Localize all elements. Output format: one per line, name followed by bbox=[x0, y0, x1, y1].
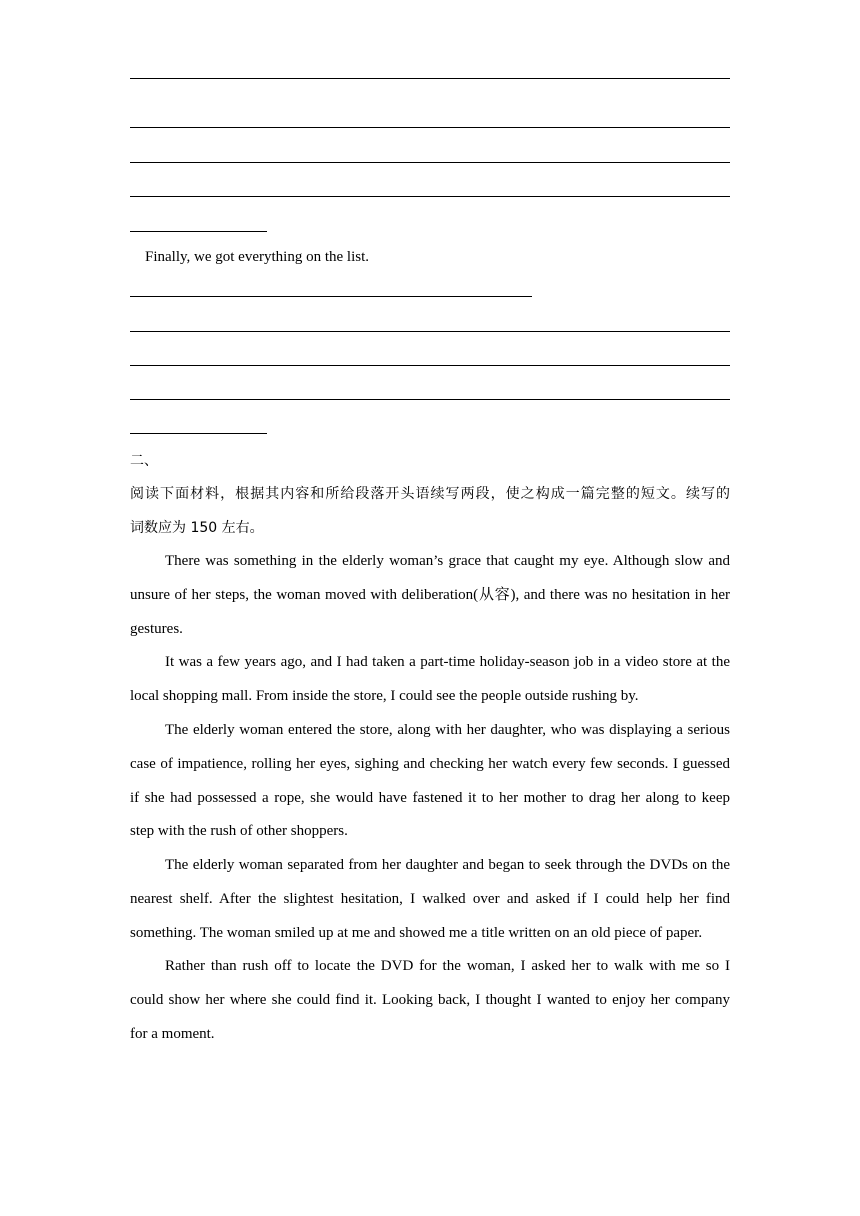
writing-line[interactable] bbox=[130, 78, 730, 79]
passage-line: if she had possessed a rope, she would have fastened it to her mother to drag her along to keep bbox=[130, 790, 730, 806]
passage-line: for a moment. bbox=[130, 1026, 215, 1042]
instructions-line-1: 阅读下面材料，根据其内容和所给段落开头语续写两段，使之构成一篇完整的短文。续写的 bbox=[130, 486, 730, 502]
writing-line[interactable] bbox=[130, 331, 730, 332]
passage-line: unsure of her steps, the woman moved with deliberation(从容), and there was no hesitation in her bbox=[130, 587, 730, 603]
writing-line[interactable] bbox=[130, 365, 730, 366]
passage-line: nearest shelf. After the slightest hesitation, I walked over and asked if I could help her find bbox=[130, 891, 730, 907]
writing-line[interactable] bbox=[130, 162, 730, 163]
passage-line: There was something in the elderly woman’s grace that caught my eye. Although slow and bbox=[165, 553, 730, 569]
passage-line: could show her where she could find it. Looking back, I thought I wanted to enjoy her company bbox=[130, 992, 730, 1008]
passage-line: It was a few years ago, and I had taken a part-time holiday-season job in a video store at the bbox=[165, 654, 730, 670]
writing-line[interactable] bbox=[130, 231, 267, 232]
writing-line[interactable] bbox=[130, 399, 730, 400]
instructions-line-2: 词数应为 150 左右。 bbox=[130, 520, 264, 536]
writing-line[interactable] bbox=[130, 127, 730, 128]
continuation-prompt: Finally, we got everything on the list. bbox=[145, 249, 369, 265]
passage-line: The elderly woman separated from her daughter and began to seek through the DVDs on the bbox=[165, 857, 730, 873]
passage-line: step with the rush of other shoppers. bbox=[130, 823, 348, 839]
writing-line[interactable] bbox=[130, 433, 267, 434]
passage-line: case of impatience, rolling her eyes, sighing and checking her watch every few seconds. I guessed bbox=[130, 756, 730, 772]
passage-line: something. The woman smiled up at me and showed me a title written on an old piece of paper. bbox=[130, 925, 703, 941]
writing-line[interactable] bbox=[130, 296, 532, 297]
writing-line[interactable] bbox=[130, 196, 730, 197]
passage-line: local shopping mall. From inside the store, I could see the people outside rushing by. bbox=[130, 688, 639, 704]
passage-line: Rather than rush off to locate the DVD for the woman, I asked her to walk with me so I bbox=[165, 958, 730, 974]
section-label: 二、 bbox=[130, 453, 158, 469]
passage-line: gestures. bbox=[130, 621, 183, 637]
passage-line: The elderly woman entered the store, along with her daughter, who was displaying a serious bbox=[165, 722, 730, 738]
